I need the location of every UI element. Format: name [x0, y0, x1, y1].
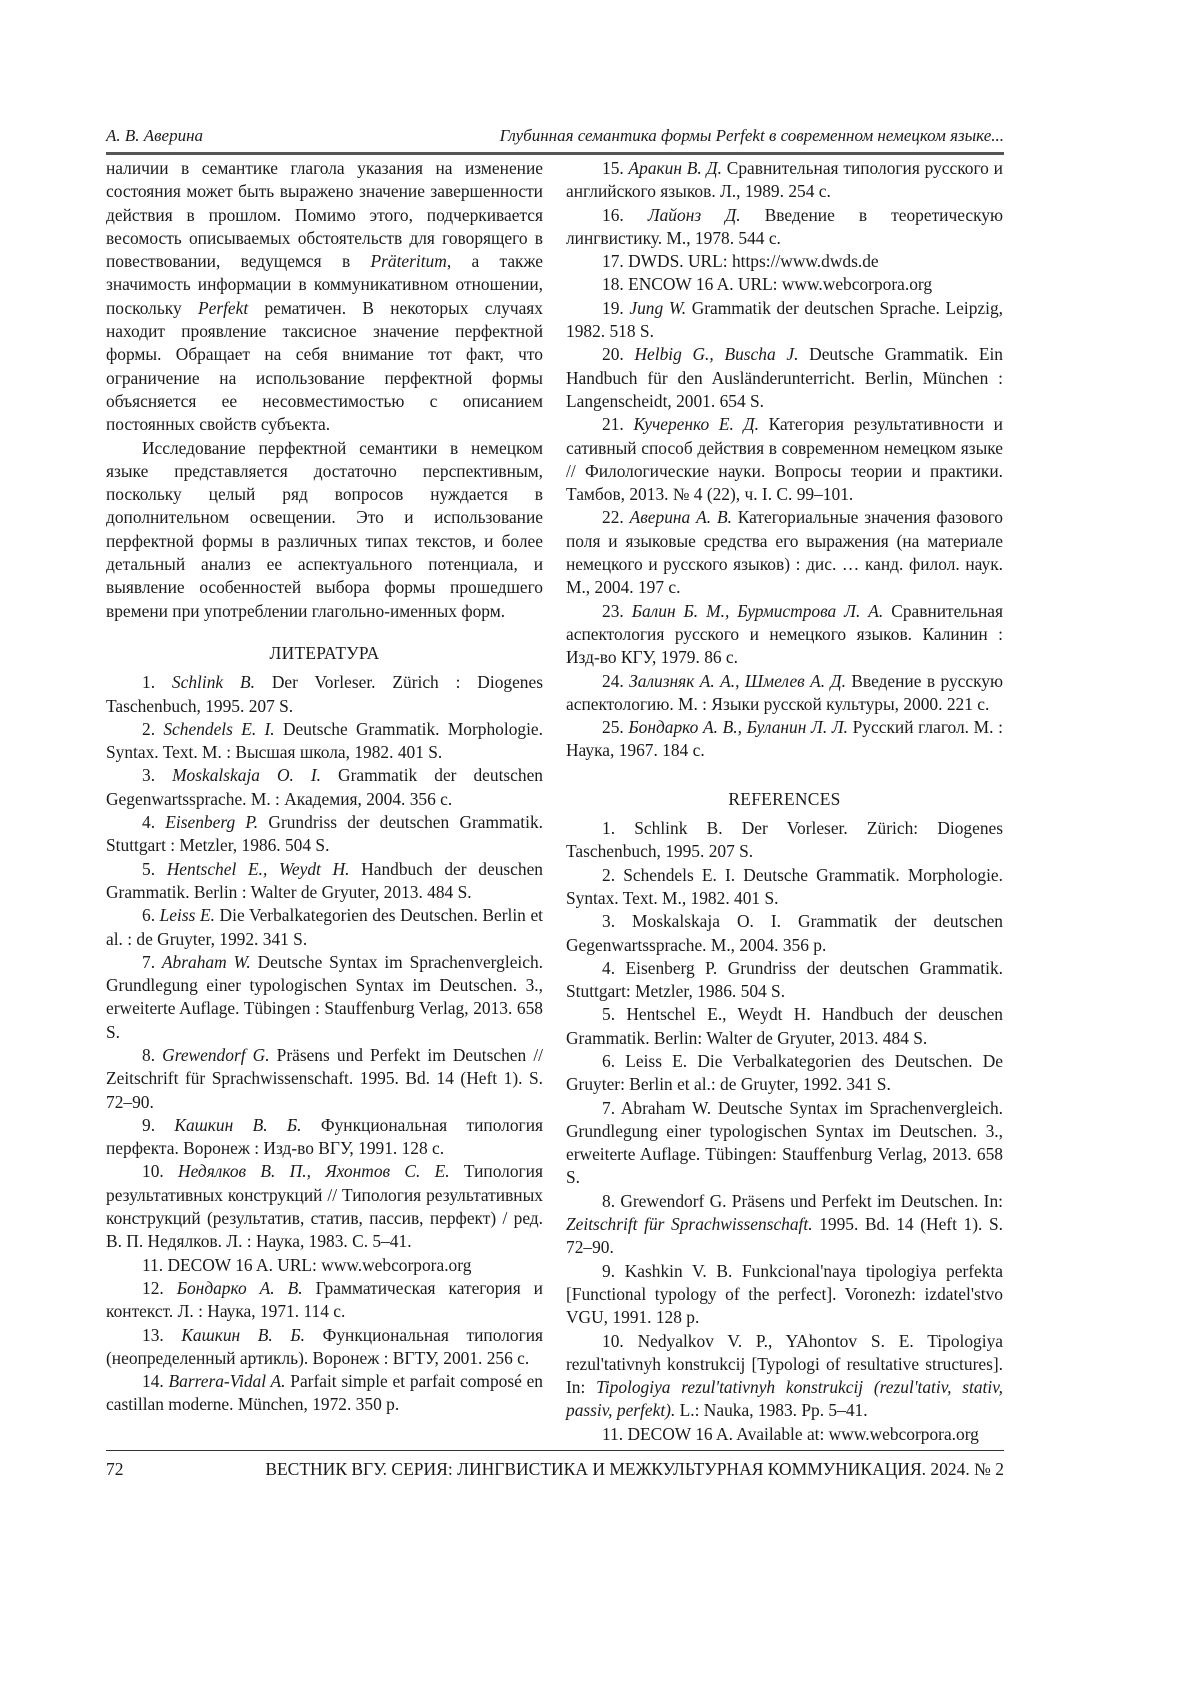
text: Грамматическая категория и контекст. Л. : Наука, 1971. 114 с.: [106, 1277, 543, 1322]
header-author: А. В. Аверина: [106, 126, 204, 145]
reference-entry: [566, 250, 1003, 273]
text: 6. Leiss E. Die Verbalkategorien des Deutschen. De Gruyter: Berlin et al.: de Gruyter, 1992. 341 S.: [566, 1050, 1003, 1095]
text: Deutsche Grammatik. Ein Handbuch für den Ausländerunterricht. Berlin, München : Langenscheidt, 2001. 654 S.: [566, 344, 1003, 411]
text: Deutsche Grammatik. Morphologie. Syntax. Text. M. : Высшая школа, 1982. 401 S.: [106, 718, 543, 763]
text: Введение в русскую аспектологию. М. : Языки русской культуры, 2000. 221 с.: [566, 670, 1003, 714]
text: Сравнительная типология русского и английского языков. Л., 1989. 254 с.: [566, 158, 1003, 202]
reference-entry: [106, 1160, 543, 1253]
page-footer: [106, 1450, 1004, 1479]
text: Функциональная типология (неопределенный артикль). Воронеж : ВГТУ, 2001. 256 с.: [106, 1324, 544, 1368]
text: 8.: [142, 1044, 163, 1065]
italic-text: Präteritum: [370, 251, 447, 272]
text: 4.: [142, 812, 166, 833]
literature-list-left: [106, 671, 543, 1417]
references-heading: REFERENCES: [728, 788, 841, 809]
reference-entry: [566, 864, 1003, 911]
text: 15.: [602, 158, 629, 178]
reference-entry: [566, 1190, 1003, 1260]
italic-text: Eisenberg P.: [165, 812, 259, 833]
italic-text: Hentschel E., Weydt H.: [166, 858, 350, 879]
reference-entry: [566, 1003, 1003, 1050]
text: Введение в теоретическую лингвистику. М., 1978. 544 с.: [566, 204, 1003, 248]
text: Исследование перфектной семантики в немецком языке представляется достаточно перспективным, поскольку целый ряд вопросов нуждается в дополнительном освещении. Это и использование перфектной формы в различных типах текстов, и более детальный анализ ее аспектуального потенциала, и выявление особенностей выбора формы прошедшего времени при употреблении глагольно-именных форм.: [106, 437, 543, 621]
italic-text: Abraham W.: [161, 951, 251, 972]
reference-entry: [106, 1370, 543, 1417]
text: 12.: [142, 1277, 177, 1298]
text: 13.: [142, 1324, 182, 1345]
reference-entry: [106, 1044, 543, 1114]
paragraph: [106, 157, 543, 437]
text: 9.: [142, 1114, 175, 1135]
italic-text: Кашкин В. Б.: [174, 1114, 302, 1135]
italic-text: Barrera-Vidal A.: [168, 1371, 286, 1392]
text: 3. Moskalskaja O. I. Grammatik der deutschen Gegenwartssprache. M., 2004. 356 p.: [566, 911, 1003, 955]
text: Parfait simple et parfait composé en castillan moderne. München, 1972. 350 p.: [106, 1371, 543, 1415]
reference-entry: [566, 817, 1003, 864]
reference-entry: [106, 1114, 543, 1161]
text: 24.: [602, 670, 630, 691]
text: 1.: [142, 672, 172, 693]
text: Grundriss der deutschen Grammatik. Stuttgart : Metzler, 1986. 504 S.: [106, 812, 543, 856]
journal-name: ВЕСТНИК ВГУ. СЕРИЯ: ЛИНГВИСТИКА И МЕЖКУЛЬТУРНАЯ КОММУНИКАЦИЯ. 2024. № 2: [265, 1459, 1004, 1479]
reference-entry: [106, 718, 543, 765]
text: 16.: [602, 204, 648, 225]
reference-entry: [566, 343, 1003, 413]
text: 8. Grewendorf G. Präsens und Perfekt im Deutschen. In:: [602, 1190, 1003, 1211]
text: Der Vorleser. Zürich : Diogenes Taschenbuch, 1995. 207 S.: [106, 672, 543, 716]
text: 1. Schlink B. Der Vorleser. Zürich: Diogenes Taschenbuch, 1995. 207 S.: [566, 818, 1003, 862]
italic-text: Jung W.: [629, 297, 687, 318]
text: 10.: [142, 1161, 179, 1182]
text: 17. DWDS. URL: https://www.dwds.de: [602, 251, 879, 272]
reference-entry: [106, 904, 543, 951]
reference-entry: [566, 273, 1003, 296]
italic-text: Кучеренко Е. Д.: [633, 414, 759, 435]
reference-entry: [566, 297, 1003, 344]
reference-entry: [566, 413, 1003, 506]
paragraph: [106, 437, 543, 623]
references-list: [566, 817, 1003, 1446]
text: L.: Nauka, 1983. Pp. 5–41.: [675, 1400, 868, 1421]
reference-entry: [566, 157, 1003, 204]
literature-heading: ЛИТЕРАТУРА: [269, 642, 380, 663]
italic-text: Кашкин В. Б.: [181, 1324, 305, 1345]
italic-text: Zeitschrift für Sprachwissenschaft.: [566, 1214, 813, 1235]
body-text: [106, 157, 543, 623]
reference-entry: [106, 1254, 543, 1277]
reference-entry: [566, 1260, 1003, 1330]
reference-entry: [566, 1097, 1003, 1190]
text: 9. Kashkin V. B. Funkcional'naya tipologiya perfekta [Functional typology of the perfect]. Voronezh: izdatel'stvo VGU, 1991. 128 p.: [566, 1260, 1003, 1328]
reference-entry: [566, 506, 1003, 599]
literature-list-right: [566, 157, 1003, 763]
text: 25.: [602, 717, 629, 738]
text: 7. Abraham W. Deutsche Syntax im Sprachenvergleich. Grundlegung einer typologischen Syntax im Deutschen. 3., erweiterte Auflage. Tübingen: Stauffenburg Verlag, 2013. 658 S.: [566, 1097, 1003, 1188]
italic-text: Балин Б. М., Бурмистрова Л. А.: [631, 600, 884, 621]
italic-text: Helbig G., Buscha J.: [634, 344, 799, 365]
reference-entry: [566, 204, 1003, 251]
text: 4. Eisenberg P. Grundriss der deutschen Grammatik. Stuttgart: Metzler, 1986. 504 S.: [566, 957, 1003, 1002]
italic-text: Schendels E. I.: [163, 718, 275, 739]
reference-entry: [106, 951, 543, 1044]
reference-entry: [106, 764, 543, 811]
italic-text: Зализняк А. А., Шмелев А. Д.: [629, 670, 846, 691]
text: 22.: [602, 507, 630, 528]
italic-text: Leiss E.: [159, 905, 215, 926]
reference-entry: [566, 1050, 1003, 1097]
header-article-title: Глубинная семантика формы Perfekt в современном немецком языке...: [499, 126, 1004, 145]
text: Типология результативных конструкций // Типология результативных конструкций (результатив, статив, пассив, перфект) / ред. В. П. Недялков. Л. : Наука, 1983. С. 5–41.: [106, 1161, 543, 1252]
text: 1995. Bd. 14 (Heft 1). S. 72–90.: [566, 1214, 1004, 1258]
italic-text: Perfekt: [197, 297, 249, 318]
text: 14.: [142, 1371, 169, 1392]
text: , а также значимость информации в коммуникативном отношении, поскольку: [106, 251, 543, 318]
text: 7.: [142, 951, 162, 972]
reference-entry: [106, 671, 543, 718]
text: 2.: [142, 718, 164, 739]
text: 11. DECOW 16 A. URL: www.webcorpora.org: [142, 1254, 472, 1275]
text: рематичен. В некоторых случаях находит проявление таксисное значение перфектной формы. Обращает на себя внимание тот факт, что ограничение на использование перфектной формы объясняется ее несовместимостью с описанием постоянных свойств субъекта.: [106, 297, 543, 435]
reference-entry: [566, 670, 1003, 717]
text: 3.: [142, 765, 173, 786]
right-column: [566, 157, 1003, 1446]
running-header: [106, 124, 1004, 155]
text: Grammatik der deutschen Gegenwartssprache. M. : Академия, 2004. 356 с.: [106, 765, 543, 809]
text: 18. ENCOW 16 A. URL: www.webcorpora.org: [602, 274, 933, 295]
text: Präsens und Perfekt im Deutschen // Zeitschrift für Sprachwissenschaft. 1995. Bd. 14 (Heft 1). S. 72–90.: [106, 1044, 543, 1112]
text: 11. DECOW 16 A. Available at: www.webcorpora.org: [602, 1423, 979, 1444]
text: Категория результативности и сативный способ действия в современном немецком языке // Филологические науки. Вопросы теории и практики. Тамбов, 2013. № 4 (22), ч. I. С. 99–101.: [566, 414, 1003, 505]
text: 19.: [602, 297, 630, 318]
text: 20.: [602, 344, 635, 365]
italic-text: Moskalskaja O. I.: [172, 765, 322, 786]
reference-entry: [566, 1330, 1003, 1423]
italic-text: Schlink B.: [171, 672, 255, 693]
italic-text: Бондарко А. В., Буланин Л. Л.: [628, 717, 848, 738]
text: наличии в семантике глагола указания на изменение состояния может быть выражено значение завершенности действия в прошлом. Помимо этого, подчеркивается весомость описываемых обстоятельств для говорящего в повествовании, ведущемся в: [106, 158, 543, 272]
text: Категориальные значения фазового поля и языковые средства его выражения (на материале немецкого и русского языков) : дис. … канд. филол. наук. М., 2004. 197 с.: [566, 507, 1003, 598]
text: 2. Schendels E. I. Deutsche Grammatik. Morphologie. Syntax. Text. M., 1982. 401 S.: [566, 864, 1003, 908]
text: Deutsche Syntax im Sprachenvergleich. Grundlegung einer typologischen Syntax im Deutschen. 3., erweiterte Auflage. Tübingen : Stauffenburg Verlag, 2013. 658 S.: [106, 951, 544, 1042]
reference-entry: [566, 600, 1003, 670]
text: 21.: [602, 414, 634, 435]
italic-text: Лайонз Д.: [647, 204, 741, 225]
text: Сравнительная аспектология русского и немецкого языков. Калинин : Изд-во КГУ, 1979. 86 с.: [566, 600, 1004, 668]
text: Handbuch der deuschen Grammatik. Berlin : Walter de Gryuter, 2013. 484 S.: [106, 858, 543, 902]
reference-entry: [106, 1324, 543, 1371]
italic-text: Tipologiya rezul'tativnyh konstrukcij (rezul'tativ, stativ, passiv, perfekt).: [566, 1377, 1003, 1421]
text: Функциональная типология перфекта. Воронеж : Изд-во ВГУ, 1991. 128 с.: [106, 1114, 543, 1159]
reference-entry: [106, 1277, 543, 1324]
text: 5. Hentschel E., Weydt H. Handbuch der deuschen Grammatik. Berlin: Walter de Gryuter, 2013. 484 S.: [566, 1004, 1003, 1048]
text: 6.: [142, 905, 160, 926]
italic-text: Недялков В. П., Яхонтов С. Е.: [178, 1161, 450, 1182]
italic-text: Аракин В. Д.: [628, 158, 722, 178]
italic-text: Grewendorf G.: [162, 1044, 270, 1065]
reference-entry: [566, 910, 1003, 957]
text: Русский глагол. М. : Наука, 1967. 184 с.: [566, 717, 1003, 761]
reference-entry: [566, 716, 1003, 763]
text: 10. Nedyalkov V. P., YAhontov S. E. Tipologiya rezul'tativnyh konstrukcij [Typologi of resultative structures]. In:: [566, 1330, 1003, 1398]
reference-entry: [566, 957, 1003, 1004]
italic-text: Аверина А. В.: [629, 507, 732, 528]
text: Grammatik der deutschen Sprache. Leipzig, 1982. 518 S.: [566, 297, 1003, 342]
text: 5.: [142, 858, 167, 879]
reference-entry: [106, 858, 543, 905]
left-column: [106, 157, 543, 1417]
page-number: 72: [106, 1459, 124, 1479]
text: 23.: [602, 600, 632, 621]
reference-entry: [106, 811, 543, 858]
reference-entry: [566, 1423, 1003, 1446]
italic-text: Бондарко А. В.: [176, 1277, 303, 1298]
text: Die Verbalkategorien des Deutschen. Berlin et al. : de Gruyter, 1992. 341 S.: [106, 905, 544, 949]
